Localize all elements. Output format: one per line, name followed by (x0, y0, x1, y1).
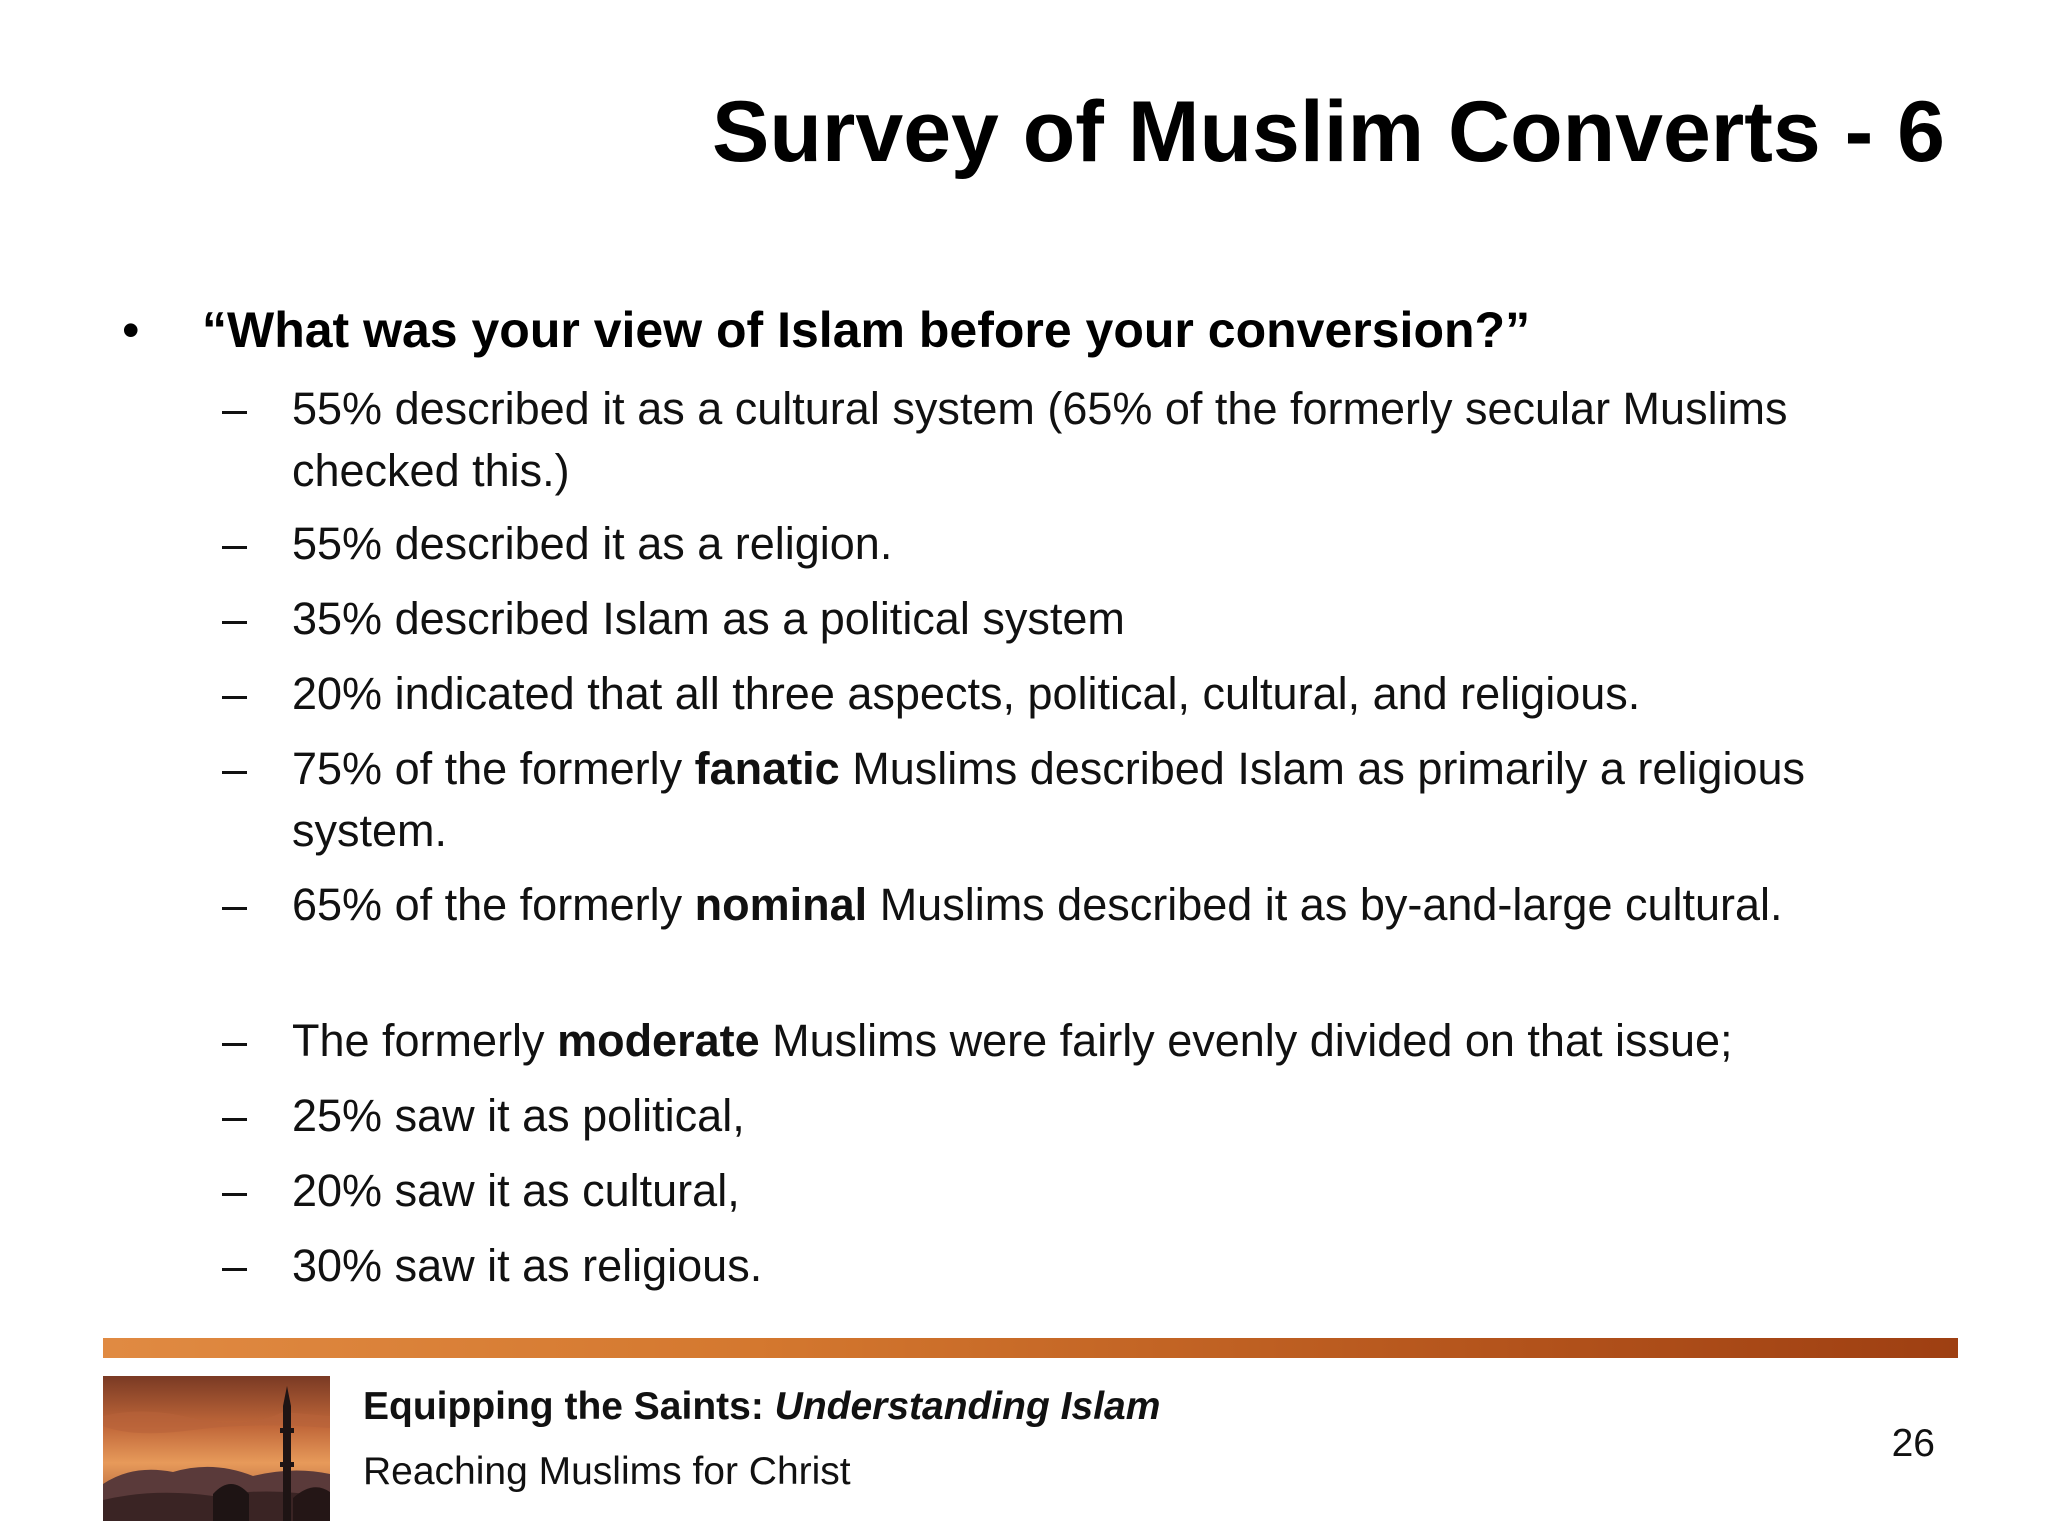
footer-subtitle: Reaching Muslims for Christ (363, 1450, 851, 1493)
dash-marker: – (222, 743, 248, 794)
page-number: 26 (1891, 1422, 1935, 1465)
dash-marker: – (222, 518, 248, 569)
list-item-text: 55% described it as a religion. (292, 518, 893, 569)
list-item-text: 20% indicated that all three aspects, political, cultural, and religious. (292, 668, 1641, 719)
list-item-text: 20% saw it as cultural, (292, 1165, 740, 1216)
emphasis-fanatic: fanatic (694, 743, 840, 794)
dash-marker: – (222, 593, 248, 644)
slide-title: Survey of Muslim Converts - 6 (712, 84, 1945, 180)
list-item-text: The formerly moderate Muslims were fairly evenly divided on that issue; (292, 1015, 1733, 1066)
footer-title-italic: Understanding Islam (774, 1385, 1161, 1428)
minaret-sunset-photo (103, 1376, 330, 1521)
emphasis-nominal: nominal (694, 879, 868, 930)
footer-divider-bar (103, 1338, 1958, 1358)
dash-marker: – (222, 1240, 248, 1291)
footer-title: Equipping the Saints: Understanding Islam (363, 1385, 1161, 1428)
dash-marker: – (222, 1015, 248, 1066)
dash-marker: – (222, 1165, 248, 1216)
dash-marker: – (222, 383, 248, 434)
emphasis-moderate: moderate (557, 1015, 760, 1066)
bullet-marker: • (122, 302, 140, 358)
dash-marker: – (222, 668, 248, 719)
list-item-text: 55% described it as a cultural system (65% of the formerly secular Muslims checked this.) (292, 383, 1788, 496)
list-item-text: 25% saw it as political, (292, 1090, 745, 1141)
dash-marker: – (222, 1090, 248, 1141)
main-bullet-text: “What was your view of Islam before your conversion?” (202, 302, 1531, 358)
list-item-text: 35% described Islam as a political system (292, 593, 1125, 644)
list-item-text: 30% saw it as religious. (292, 1240, 763, 1291)
list-item-text: 75% of the formerly fanatic Muslims described Islam as primarily a religious system. (292, 743, 1805, 856)
list-item-text: 65% of the formerly nominal Muslims described it as by-and-large cultural. (292, 879, 1783, 930)
dash-marker: – (222, 879, 248, 930)
